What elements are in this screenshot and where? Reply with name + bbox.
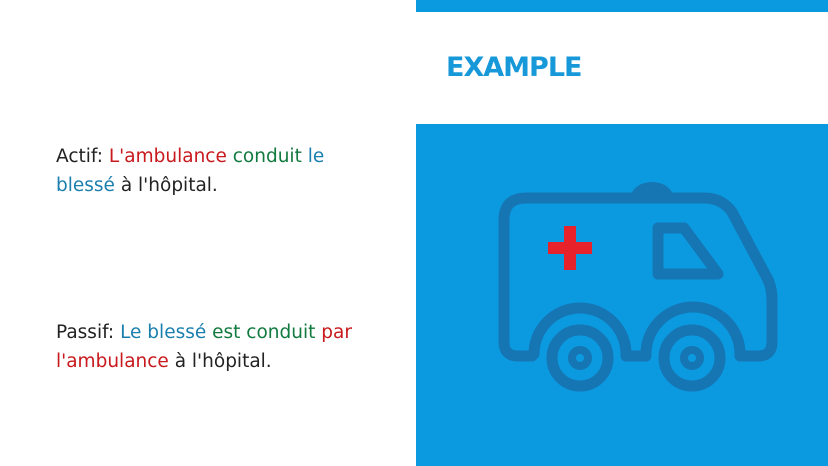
active-sentence [56, 142, 376, 200]
front-hub [684, 350, 700, 366]
active-verb: conduit [232, 146, 302, 167]
ambulance-icon [494, 176, 778, 412]
window-shape [658, 228, 718, 274]
passive-subject: Le blessé [120, 322, 207, 343]
passive-sentence [56, 318, 376, 376]
active-subject: L'ambulance [108, 146, 227, 167]
passive-rest: à l'hôpital. [174, 351, 272, 372]
rear-hub [572, 350, 588, 366]
red-cross-icon [548, 226, 592, 270]
front-wheel [664, 330, 720, 386]
active-object: le blessé [56, 146, 325, 196]
active-label: Actif: [56, 146, 103, 167]
passive-verb: est conduit [212, 322, 316, 343]
passive-label: Passif: [56, 322, 115, 343]
passive-agent: par l'ambulance [56, 322, 352, 372]
slide-title: EXAMPLE [446, 52, 582, 83]
active-rest: à l'hôpital. [120, 175, 218, 196]
top-accent-bar [416, 0, 828, 12]
rear-wheel [552, 330, 608, 386]
